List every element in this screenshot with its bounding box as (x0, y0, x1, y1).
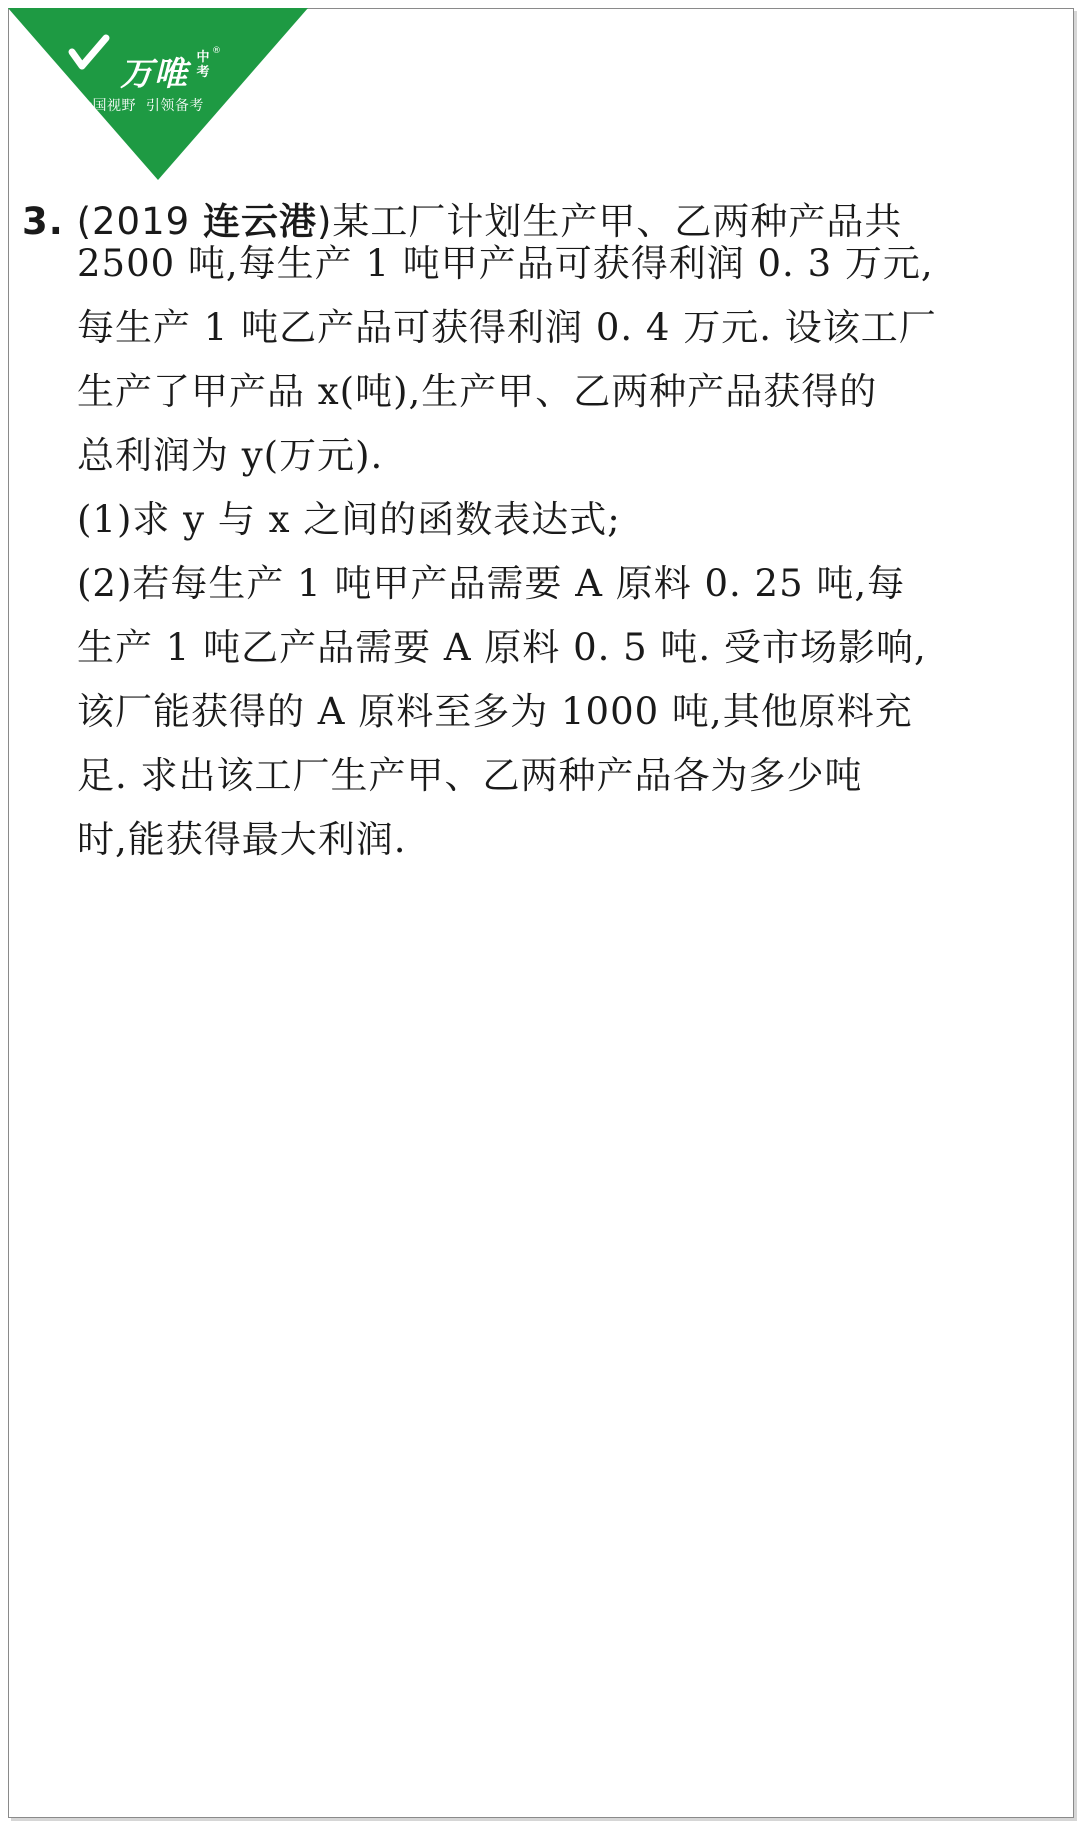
question-text: 某工厂计划生产甲、乙两种产品共 (332, 200, 903, 243)
brand-slogan: 全国视野 引领备考 (78, 98, 204, 114)
question-line-8: 生产 1 吨乙产品需要 A 原料 0. 5 吨. 受市场影响, (77, 626, 927, 669)
question-line-5: 总利润为 y(万元). (77, 434, 384, 477)
brand-sub: 中考 (196, 50, 210, 80)
question-part-2: (2)若每生产 1 吨甲产品需要 A 原料 0. 25 吨,每 (77, 562, 906, 605)
question-line-3: 每生产 1 吨乙产品可获得利润 0. 4 万元. 设该工厂 (77, 306, 937, 349)
registered-mark: ® (212, 46, 221, 56)
source-open-paren: ( (76, 200, 93, 243)
question-line-9: 该厂能获得的 A 原料至多为 1000 吨,其他原料充 (77, 690, 913, 733)
question-line-11: 时,能获得最大利润. (77, 818, 407, 861)
question-line-4: 生产了甲产品 x(吨),生产甲、乙两种产品获得的 (77, 370, 878, 413)
question-line-2: 2500 吨,每生产 1 吨甲产品可获得利润 0. 3 万元, (77, 242, 934, 285)
question-source (77, 200, 333, 243)
source-name: 连云港 (202, 200, 317, 243)
brand-name: 万唯 (120, 54, 188, 93)
source-close-paren: ) (316, 200, 333, 243)
question-number: 3. (22, 200, 64, 243)
source-year: 2019 (92, 200, 191, 243)
question-part-1: (1)求 y 与 x 之间的函数表达式; (77, 498, 621, 541)
question-line-1 (22, 198, 902, 246)
brand-badge (8, 8, 308, 180)
question-line-10: 足. 求出该工厂生产甲、乙两种产品各为多少吨 (77, 754, 863, 797)
